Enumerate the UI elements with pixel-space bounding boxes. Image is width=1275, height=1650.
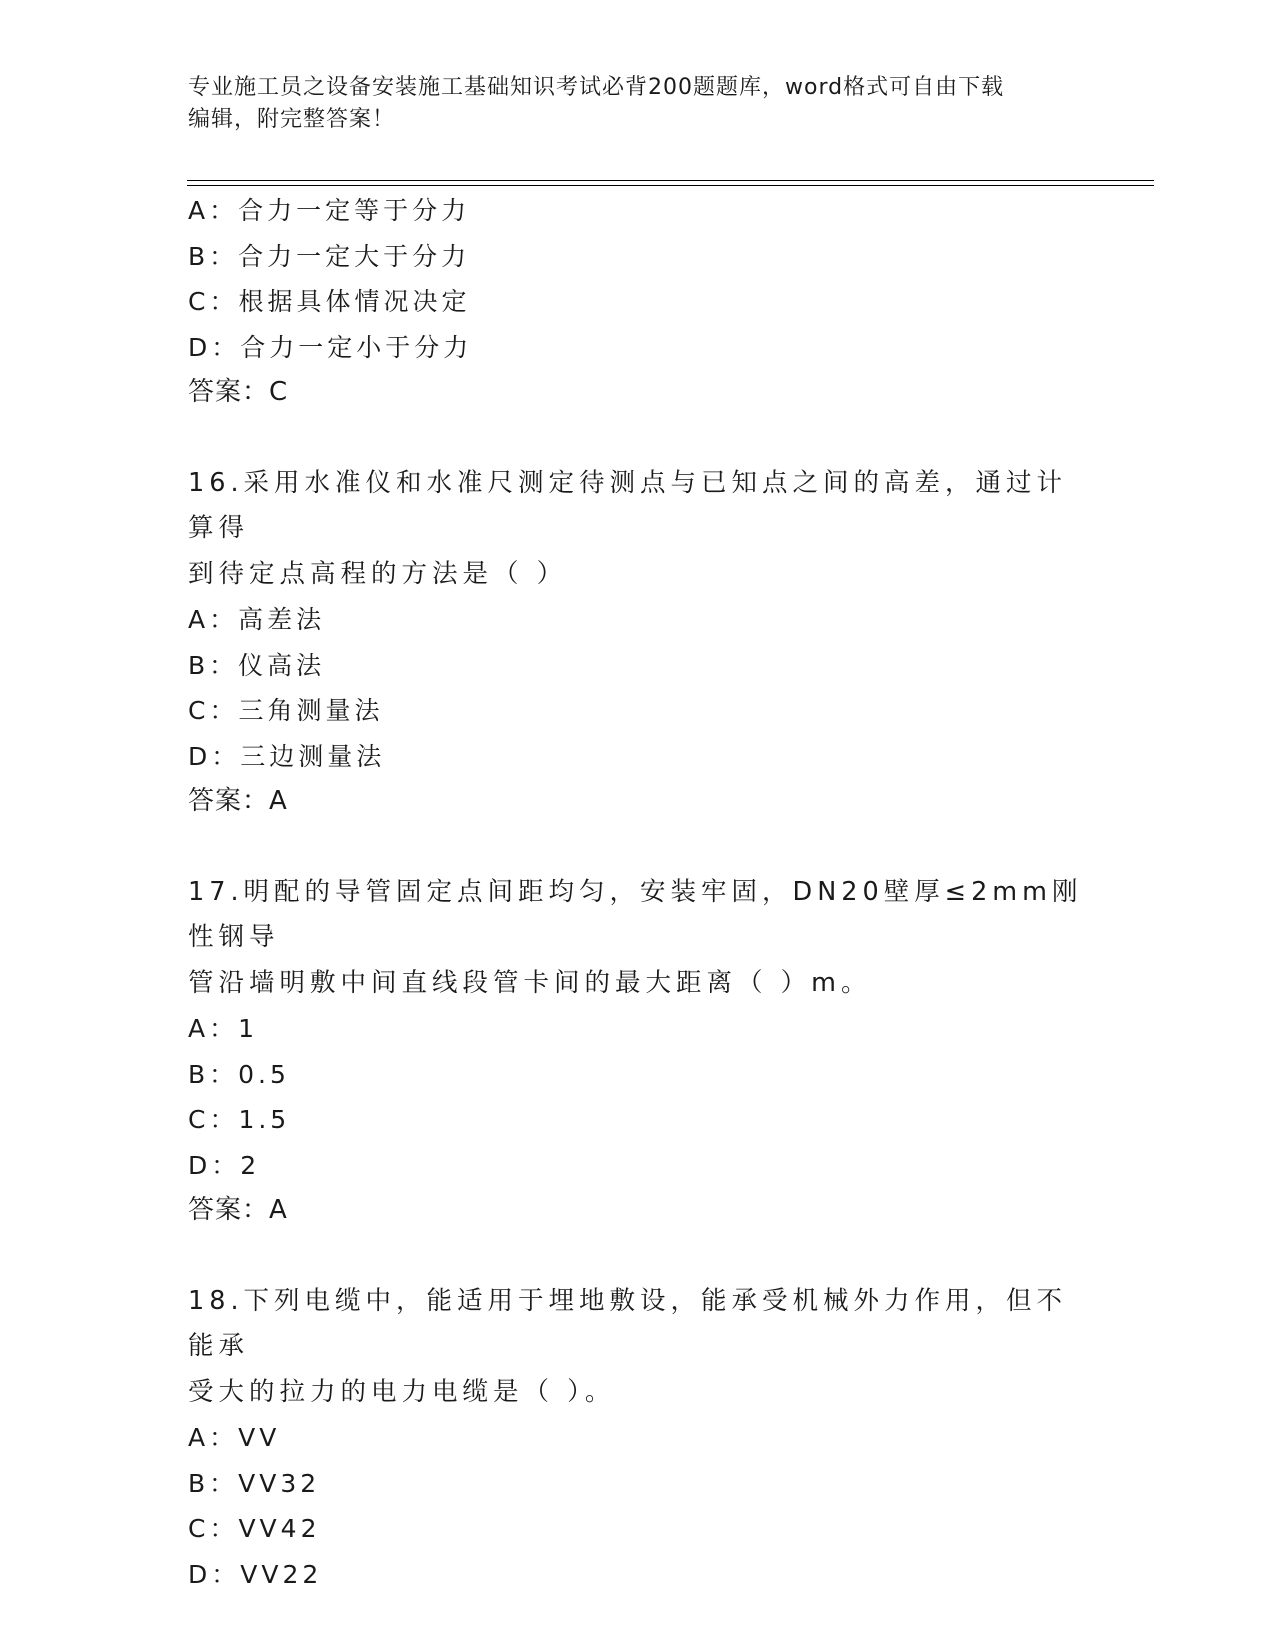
q16-option-c: C：三角测量法 [188, 696, 384, 725]
spacer [188, 825, 1088, 870]
q17-option-b: B：0.5 [188, 1059, 290, 1089]
q16-option-d: D：三边测量法 [188, 741, 386, 771]
header-title-line-2: 编辑，附完整答案！ [188, 107, 396, 132]
q15-option-c: C：根据具体情况决定 [188, 287, 471, 316]
q18-option-c: C：VV42 [188, 1514, 321, 1543]
q18-stem-line-1: 18.下列电缆中，能适用于埋地敷设，能承受机械外力作用，但不能承 [188, 1285, 1068, 1361]
q16-option-a: A：高差法 [188, 605, 326, 634]
question-18 [188, 1279, 1088, 1598]
q17-option-a: A：1 [188, 1014, 259, 1043]
q17-stem-line-2: 管沿墙明敷中间直线段管卡间的最大距离（ ）m。 [188, 967, 872, 998]
header-double-rule [187, 180, 1154, 186]
q17-option-d: D：2 [188, 1150, 261, 1180]
spacer [188, 1234, 1088, 1279]
q18-option-a: A：VV [188, 1423, 281, 1452]
q17-option-c: C：1.5 [188, 1105, 291, 1134]
document-header [188, 72, 1088, 136]
header-title-line-1: 专业施工员之设备安装施工基础知识考试必背200题题库，word格式可自由下载 [188, 75, 1005, 100]
q16-stem-line-2: 到待定点高程的方法是（ ） [188, 558, 568, 589]
q15-option-d: D：合力一定小于分力 [188, 332, 473, 362]
question-content [188, 188, 1088, 1597]
q15-option-b: B：合力一定大于分力 [188, 241, 471, 271]
question-17 [188, 870, 1088, 1234]
q17-answer: 答案：A [188, 1195, 288, 1225]
q18-option-d: D：VV22 [188, 1559, 323, 1589]
q18-option-b: B：VV32 [188, 1468, 321, 1498]
q18-stem-line-2: 受大的拉力的电力电缆是（ ）。 [188, 1376, 616, 1407]
q16-stem-line-1: 16.采用水准仪和水准尺测定待测点与已知点之间的高差，通过计算得 [188, 467, 1068, 543]
q16-answer: 答案：A [188, 786, 288, 816]
spacer [188, 416, 1088, 461]
q16-option-b: B：仪高法 [188, 650, 326, 680]
question-16 [188, 461, 1088, 825]
q15-option-a: A：合力一定等于分力 [188, 196, 471, 225]
q15-answer: 答案：C [188, 377, 289, 407]
question-15 [188, 188, 1088, 416]
q17-stem-line-1: 17.明配的导管固定点间距均匀，安装牢固，DN20壁厚≤2mm刚性钢导 [188, 876, 1083, 952]
